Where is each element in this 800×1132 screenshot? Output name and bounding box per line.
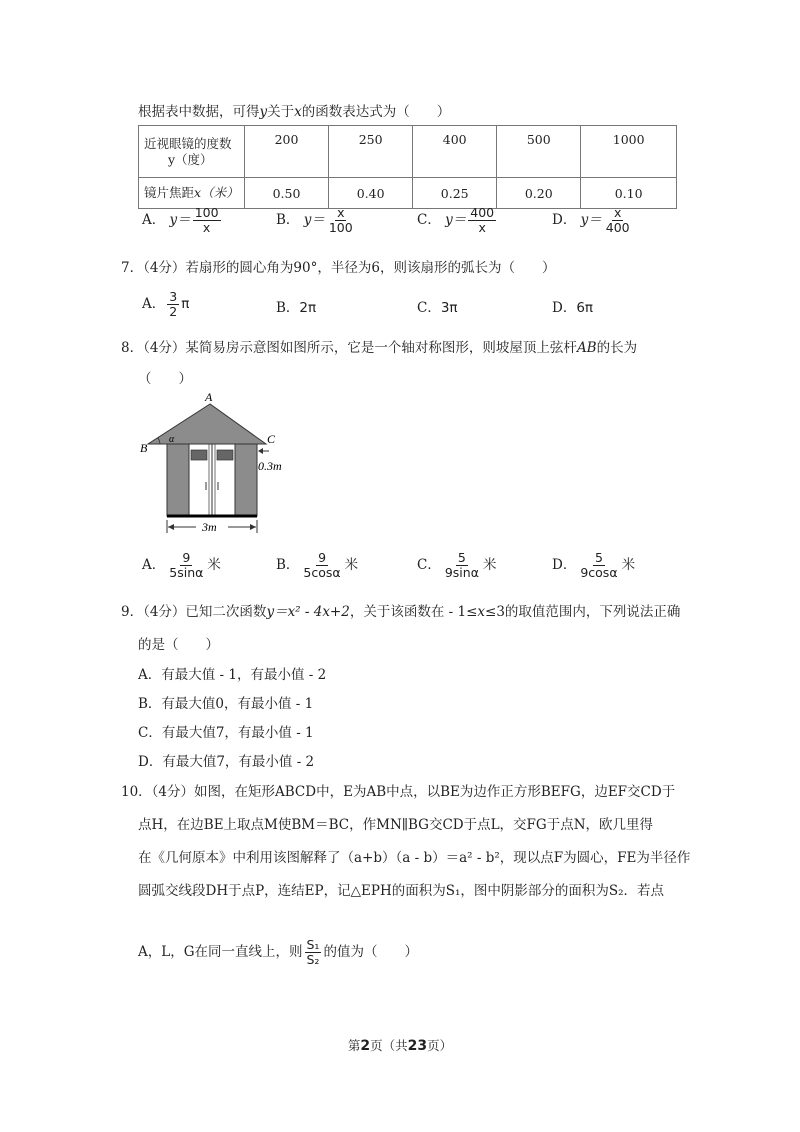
q8-stem-paren: （ ） — [138, 371, 192, 387]
option-unit: 米 — [482, 557, 497, 573]
option-fraction — [301, 551, 342, 580]
fraction-denominator: 5cosα — [303, 565, 341, 580]
fraction-numerator: x — [337, 205, 345, 220]
option-letter: C． — [417, 557, 441, 573]
q9-function: y＝x² - 4x+2 — [266, 604, 350, 620]
option-fraction — [604, 206, 632, 235]
table-cell: 0.40 — [329, 178, 413, 209]
table-cell: 500 — [497, 126, 581, 178]
fraction-numerator: x — [613, 205, 622, 220]
page-number: 2 — [360, 1038, 371, 1054]
q10-line4: 圆弧交线段DH于点P，连结EP，记△EPH的面积为S₁，图中阴影部分的面积为S₂．若点 — [138, 883, 665, 899]
q6-stem-mid: 关于 — [267, 104, 295, 120]
option-letter: B． — [276, 557, 300, 573]
footer-prefix: 第 — [347, 1038, 361, 1053]
option-letter: C． — [417, 212, 441, 228]
fraction-numerator: S₁ — [306, 937, 320, 952]
q10-line5-end: 的值为（ ） — [323, 944, 418, 960]
option-fraction — [578, 551, 619, 580]
fraction-denominator: 2 — [169, 304, 178, 319]
q8-stem-end: 的长为 — [596, 340, 638, 356]
table-row — [139, 178, 677, 209]
q6-option-b — [276, 206, 357, 235]
window-right — [217, 450, 233, 460]
label-gap: 0.3m — [258, 459, 282, 473]
q9-stem — [121, 600, 680, 620]
q6-stem-x: x — [294, 104, 302, 120]
option-text: 2π — [299, 300, 317, 316]
option-var: y＝ — [169, 212, 191, 228]
q7-option-a — [142, 290, 189, 319]
option-fraction — [468, 206, 496, 235]
label-alpha: α — [169, 434, 175, 445]
fraction-numerator: 400 — [470, 205, 495, 220]
option-fraction — [443, 551, 481, 580]
table-cell: 0.10 — [581, 178, 677, 209]
option-unit: 米 — [344, 557, 359, 573]
house-figure — [138, 388, 298, 540]
q7-stem: 7．（4分）若扇形的圆心角为90°，半径为6，则该扇形的弧长为（ ） — [121, 260, 556, 276]
q7-option-b — [276, 296, 316, 316]
option-letter: B． — [276, 300, 300, 316]
table-cell: 250 — [329, 126, 413, 178]
table-cell: 0.20 — [497, 178, 581, 209]
fraction-numerator: 5 — [457, 550, 466, 565]
arrowhead-left — [168, 524, 174, 530]
page-footer — [0, 1036, 800, 1054]
q9-option-d: D．有最大值7，有最小值 - 2 — [138, 754, 315, 770]
fraction-numerator: 100 — [194, 205, 219, 220]
q8-option-b — [276, 551, 358, 580]
q6-stem — [138, 100, 450, 120]
q6-stem-y: y — [259, 104, 268, 120]
option-fraction — [193, 206, 221, 235]
q8-stem-text: 8．（4分）某简易房示意图如图所示，它是一个轴对称图形，则坡屋顶上弦杆 — [121, 340, 577, 356]
label-width: 3m — [202, 520, 217, 534]
q9-option-c: C．有最大值7，有最小值 - 1 — [138, 725, 314, 741]
q9-stem-end: ≤3的取值范围内，下列说法正确 — [485, 604, 681, 620]
fraction-denominator: 9sinα — [444, 565, 479, 580]
ratio-fraction — [305, 938, 322, 967]
fraction-numerator: 9 — [318, 550, 327, 565]
option-var: y＝ — [580, 212, 602, 228]
gap-arrowhead — [258, 448, 263, 454]
q10-line5 — [138, 938, 418, 967]
q6-option-c — [417, 206, 498, 235]
table-cell: 200 — [245, 126, 329, 178]
table-cell: 1000 — [581, 126, 677, 178]
option-fraction — [167, 551, 205, 580]
table-header-focal-x: x（米） — [194, 185, 239, 200]
footer-mid: 页（共 — [370, 1038, 408, 1053]
table-row — [139, 126, 677, 178]
left-wall — [167, 444, 189, 516]
table-cell: 400 — [413, 126, 497, 178]
table-header-degree-line1: 近视眼镜的度数 — [144, 135, 232, 151]
q8-option-d — [552, 551, 635, 580]
option-fraction — [327, 206, 355, 235]
fraction-numerator: 5 — [594, 550, 603, 565]
q10-line3: 在《几何原本》中利用该图解释了（a+b）（a - b）＝a² - b²，现以点F为圆心，FE为半径作 — [138, 850, 691, 866]
table-cell: 0.50 — [245, 178, 329, 209]
fraction-denominator: x — [478, 220, 486, 235]
fraction-denominator: 100 — [328, 220, 353, 235]
q7-option-c — [417, 296, 458, 316]
option-text: 3π — [440, 300, 458, 316]
q10-line1: 10．（4分）如图，在矩形ABCD中，E为AB中点，以BE为边作正方形BEFG，边EF交CD于 — [121, 784, 676, 800]
roof — [148, 404, 266, 444]
table-header-degree — [139, 126, 245, 178]
option-letter: A． — [142, 296, 166, 312]
option-unit: 米 — [621, 557, 636, 573]
option-text: 6π — [576, 300, 594, 316]
q9-stem-text: 9．（4分）已知二次函数 — [121, 604, 267, 620]
q6-option-a — [142, 206, 223, 235]
fraction-numerator: 3 — [169, 289, 178, 304]
option-letter: D． — [552, 557, 577, 573]
q9-stem-mid: ，关于该函数在 - 1≤ — [349, 604, 478, 620]
fraction-denominator: 9cosα — [580, 565, 618, 580]
fraction-denominator: 400 — [605, 220, 630, 235]
q7-option-d — [552, 296, 593, 316]
q6-data-table — [138, 125, 677, 209]
option-letter: C． — [417, 300, 441, 316]
fraction-denominator: x — [202, 220, 211, 235]
option-letter: D． — [552, 212, 577, 228]
option-fraction — [167, 290, 179, 319]
q8-stem-ab: AB — [576, 340, 597, 356]
footer-suffix: 页） — [427, 1038, 453, 1053]
option-unit: 米 — [207, 557, 221, 573]
label-b: B — [140, 441, 148, 455]
fraction-denominator: 5sinα — [169, 565, 204, 580]
table-cell: 0.25 — [413, 178, 497, 209]
right-wall — [235, 444, 257, 516]
table-header-focal — [139, 178, 245, 209]
window-left — [191, 450, 207, 460]
q9-option-b: B．有最大值0，有最小值 - 1 — [138, 696, 314, 712]
fraction-denominator: S₂ — [306, 952, 320, 967]
option-var: y＝ — [303, 212, 325, 228]
q10-line5-text: A，L，G在同一直线上，则 — [138, 944, 303, 960]
q8-option-a — [142, 551, 221, 580]
q9-stem-x: x — [477, 604, 486, 620]
option-letter: B． — [276, 212, 300, 228]
q9-stem-line2: 的是（ ） — [138, 637, 219, 653]
q10-line2: 点H，在边BE上取点M使BM＝BC，作MN∥BG交CD于点L，交FG于点N，欧几里得 — [138, 817, 654, 833]
arrowhead-right — [250, 524, 256, 530]
q8-stem — [121, 336, 637, 356]
option-letter: D． — [552, 300, 577, 316]
label-a: A — [205, 390, 213, 404]
option-letter: A． — [142, 212, 166, 228]
page-total: 23 — [407, 1038, 428, 1054]
option-letter: A． — [142, 557, 166, 573]
q9-option-a: A．有最大值 - 1，有最小值 - 2 — [138, 667, 327, 683]
q8-option-c — [417, 551, 496, 580]
fraction-numerator: 9 — [182, 550, 191, 565]
option-tail: π — [181, 296, 190, 312]
q6-stem-text: 根据表中数据，可得 — [138, 104, 260, 120]
q6-option-d — [552, 206, 634, 235]
table-header-degree-line2: y（度） — [168, 151, 213, 167]
option-var: y＝ — [445, 212, 467, 228]
label-c: C — [267, 432, 276, 446]
q6-stem-end: 的函数表达式为（ ） — [301, 104, 451, 120]
table-header-focal-text: 镜片焦距 — [144, 185, 195, 200]
